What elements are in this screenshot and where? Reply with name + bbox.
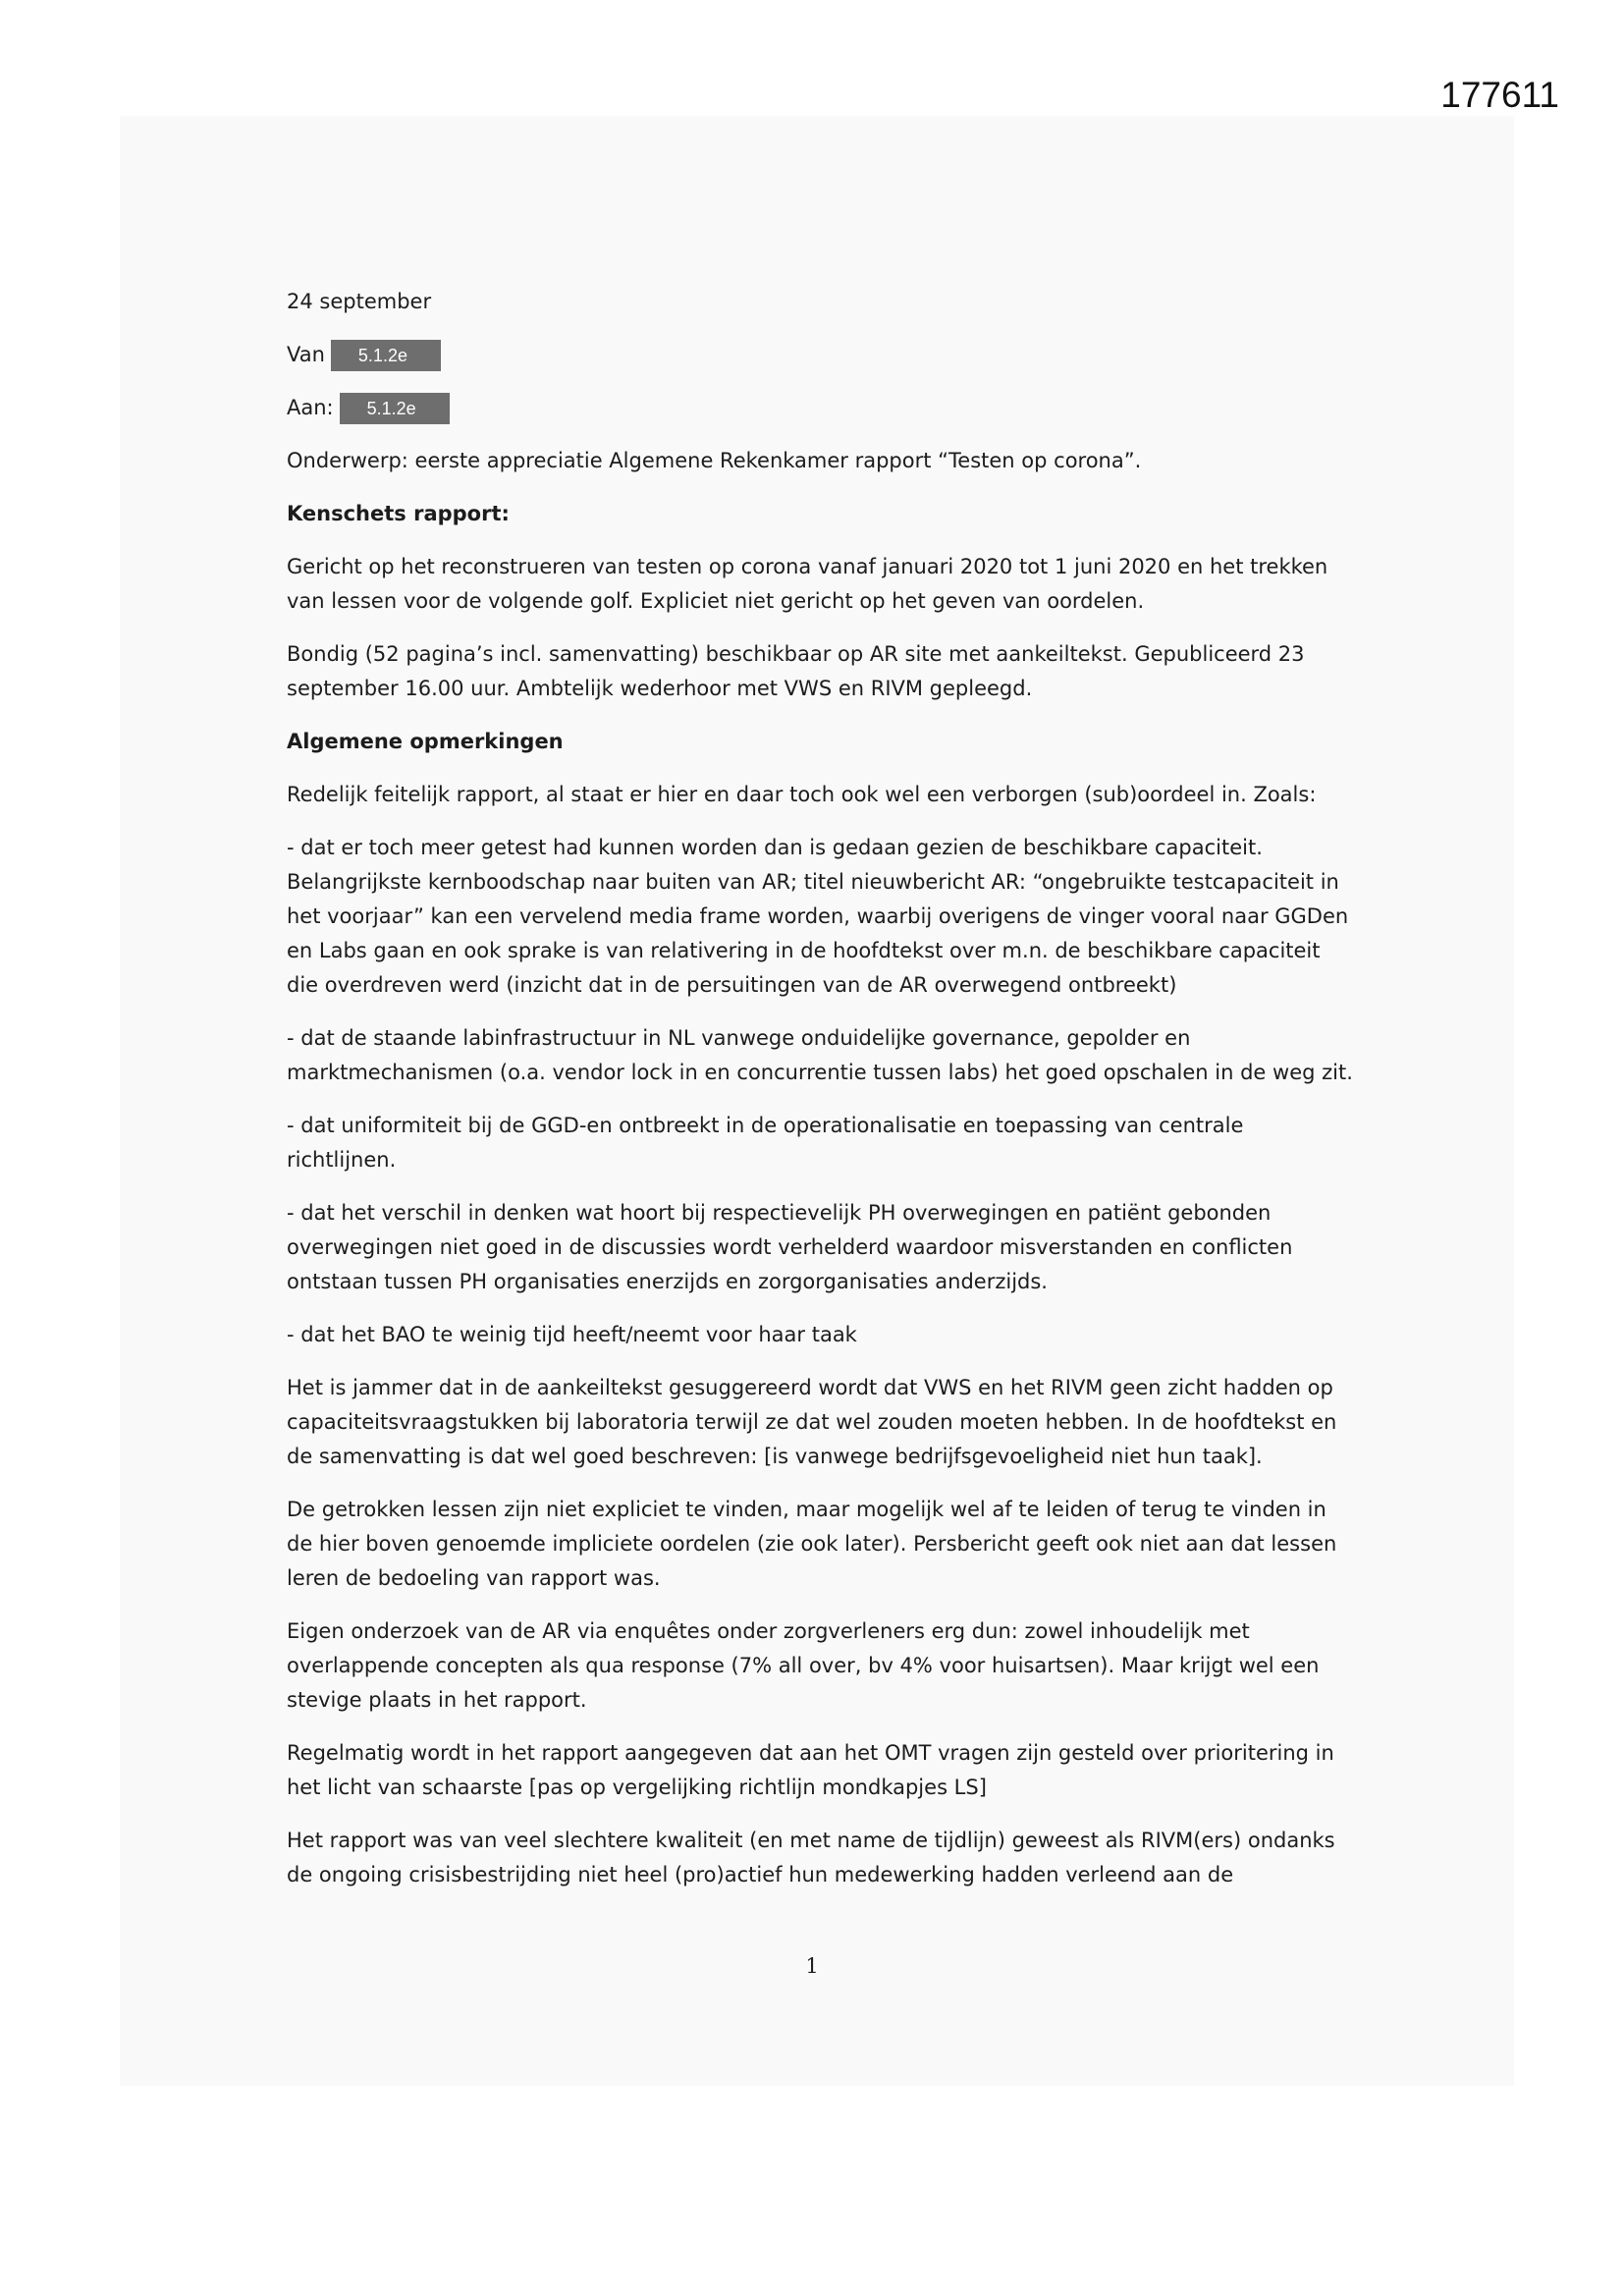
bullet-paragraph: - dat uniformiteit bij de GGD-en ontbreekt in de operationalisatie en toepassing van centrale richtlijnen. bbox=[287, 1114, 1244, 1172]
paragraph: Eigen onderzoek van de AR via enquêtes onder zorgverleners erg dun: zowel inhoudelijk met overlappende concepten als qua response (7% all over, bv 4% voor huisartsen). Maar krijgt wel een stevige plaats in het rapport. bbox=[287, 1619, 1320, 1712]
document-number: 177611 bbox=[1440, 75, 1559, 115]
bullet-paragraph: - dat het verschil in denken wat hoort bij respectievelijk PH overwegingen en patiënt gebonden overwegingen niet goed in de discussies wordt verhelderd waardoor misverstanden en conflicten ontstaan tussen PH organisaties enerzijds en zorgorganisaties anderzijds. bbox=[287, 1201, 1293, 1293]
paragraph: Redelijk feitelijk rapport, al staat er hier en daar toch ook wel een verborgen (sub)oordeel in. Zoals: bbox=[287, 783, 1317, 806]
paragraph: Het rapport was van veel slechtere kwaliteit (en met name de tijdlijn) geweest als RIVM(ers) ondanks de ongoing crisisbestrijding niet heel (pro)actief hun medewerking hadden verleend aan de bbox=[287, 1829, 1335, 1886]
paragraph: De getrokken lessen zijn niet expliciet te vinden, maar mogelijk wel af te leiden of terug te vinden in de hier boven genoemde impliciete oordelen (zie ook later). Persbericht geeft ook niet aan dat lessen leren de bedoeling van rapport was. bbox=[287, 1498, 1337, 1590]
to-label: Aan: bbox=[287, 396, 334, 419]
paragraph: Bondig (52 pagina’s incl. samenvatting) beschikbaar op AR site met aankeiltekst. Gepubliceerd 23 september 16.00 uur. Ambtelijk wederhoor met VWS en RIVM gepleegd. bbox=[287, 642, 1305, 700]
memo-date: 24 september bbox=[287, 290, 432, 313]
subject-line: Onderwerp: eerste appreciatie Algemene Rekenkamer rapport “Testen op corona”. bbox=[287, 449, 1142, 472]
to-redaction: 5.1.2e bbox=[340, 393, 450, 424]
from-line bbox=[287, 338, 1357, 372]
page-number: 1 bbox=[805, 1954, 819, 1978]
paragraph: Gericht op het reconstrueren van testen op corona vanaf januari 2020 tot 1 juni 2020 en het trekken van lessen voor de volgende golf. Expliciet niet gericht op het geven van oordelen. bbox=[287, 555, 1328, 613]
heading-opmerkingen: Algemene opmerkingen bbox=[287, 730, 564, 753]
heading-kenschets: Kenschets rapport: bbox=[287, 502, 510, 525]
memo-body bbox=[287, 285, 1357, 1911]
paragraph: Regelmatig wordt in het rapport aangegeven dat aan het OMT vragen zijn gesteld over prioritering in het licht van schaarste [pas op vergelijking richtlijn mondkapjes LS] bbox=[287, 1741, 1334, 1799]
to-line bbox=[287, 391, 1357, 425]
from-label: Van bbox=[287, 343, 325, 366]
paragraph: Het is jammer dat in de aankeiltekst gesuggereerd wordt dat VWS en het RIVM geen zicht hadden op capaciteitsvraagstukken bij laboratoria terwijl ze dat wel zouden moeten hebben. In de hoofdtekst en de samenvatting is dat wel goed beschreven: [is vanwege bedrijfsgevoeligheid niet hun taak]. bbox=[287, 1376, 1337, 1468]
from-redaction: 5.1.2e bbox=[331, 340, 441, 371]
bullet-paragraph: - dat het BAO te weinig tijd heeft/neemt voor haar taak bbox=[287, 1323, 857, 1346]
bullet-paragraph: - dat de staande labinfrastructuur in NL vanwege onduidelijke governance, gepolder en marktmechanismen (o.a. vendor lock in en concurrentie tussen labs) het goed opschalen in de weg zit. bbox=[287, 1026, 1353, 1084]
bullet-paragraph: - dat er toch meer getest had kunnen worden dan is gedaan gezien de beschikbare capaciteit. Belangrijkste kernboodschap naar buiten van AR; titel nieuwbericht AR: “ongebruikte testcapaciteit in het voorjaar” kan een vervelend media frame worden, waarbij overigens de vinger vooral naar GGDen en Labs gaan en ook sprake is van relativering in de hoofdtekst over m.n. de beschikbare capaciteit die overdreven werd (inzicht dat in de persuitingen van de AR overwegend ontbreekt) bbox=[287, 836, 1349, 997]
